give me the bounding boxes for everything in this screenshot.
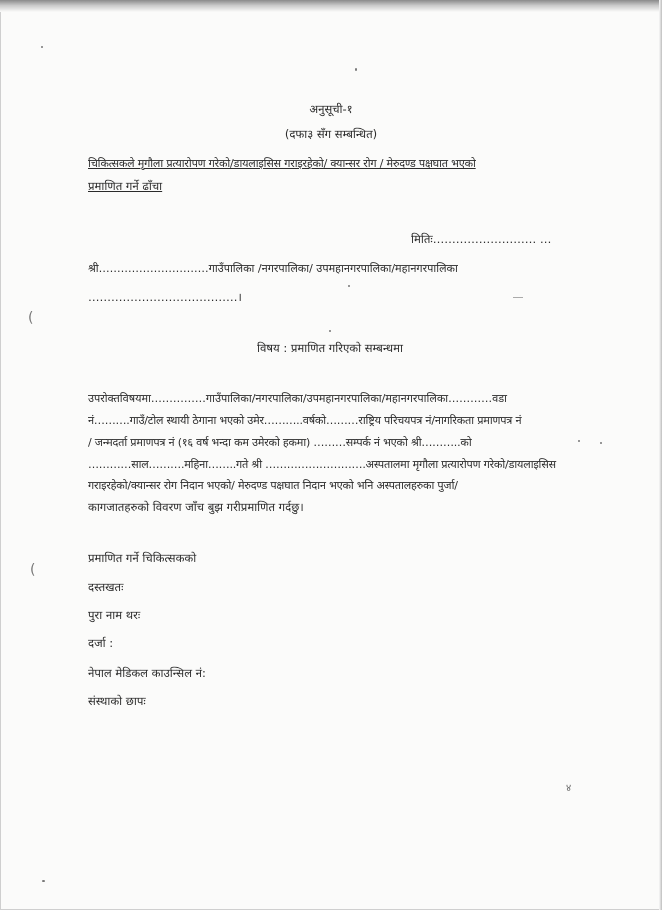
form-title-line-1: चिकित्सकले मृगौला प्रत्यारोपण गरेको/डायलाइसिस गराइरहेको/ क्यान्सर रोग / मेरुदण्ड पक्षघात भएको (88, 157, 476, 170)
margin-mark: ४ (566, 783, 572, 794)
addressee-line-1: श्री…………………………गाउँपालिका /नगरपालिका/ उपमहानगरपालिका/महानगरपालिका (88, 262, 458, 275)
body-line-1: उपरोक्तविषयमा……………गाउँपालिका/नगरपालिका/उपमहानगरपालिका/महानगरपालिका…………वडा (88, 392, 507, 405)
scan-speck (600, 442, 602, 444)
scan-speck (578, 440, 580, 442)
body-line-3: / जन्मदर्ता प्रमाणपत्र नं (१६ वर्ष भन्दा कम उमेरको हकमा) ………सम्पर्क नं भएको श्री………..को (88, 436, 472, 449)
scan-speck (355, 68, 357, 71)
scan-speck (329, 330, 331, 332)
institution-stamp-field: संस्थाको छापः (88, 694, 146, 708)
subject-line: विषय : प्रमाणित गरिएको सम्बन्धमा (257, 341, 403, 355)
hole-punch-mark: ( (28, 310, 34, 326)
designation-field: दर्जा : (88, 636, 114, 650)
body-line-4: …………साल……….महिना……..गते श्री ……………………….अस्पतालमा मृगौला प्रत्यारोपण गरेको/डायलाइसिस (88, 458, 556, 471)
body-line-5: गराइरहेको/क्यान्सर रोग निदान भएको/ मेरुदण्ड पक्षघात निदान भएको भनि अस्पतालहरुका पुर्जा/ (88, 479, 458, 492)
scan-speck (348, 285, 350, 287)
nmc-number-field: नेपाल मेडिकल काउन्सिल नं: (88, 666, 206, 680)
form-title-line-2: प्रमाणित गर्ने ढाँचा (88, 179, 163, 193)
section-reference: (दफा३ सँग सम्बन्धित) (284, 127, 378, 141)
hole-punch-mark: ( (30, 562, 36, 578)
scan-speck (42, 880, 45, 882)
addressee-line-2: …………………………………। (88, 290, 242, 304)
scan-top-shadow (0, 0, 662, 12)
body-line-2: नं……….गाउँ/टोल स्थायी ठेगाना भएको उमेर………..वर्षको………राष्ट्रिय परिचयपत्र नं/नागरिकता प्रमाणपत्र नं (88, 414, 522, 427)
scan-speck (41, 46, 43, 48)
scan-speck (513, 297, 523, 298)
body-line-6: कागजातहरुको विवरण जाँच बुझ गरीप्रमाणित गर्दछु। (88, 500, 304, 514)
schedule-number: अनुसूची-१ (309, 102, 353, 116)
signature-field: दस्तखतः (88, 580, 124, 594)
date-field: मितिः……………………… … (411, 232, 552, 246)
full-name-field: पुरा नाम थरः (88, 608, 141, 622)
certifying-doctor-heading: प्रमाणित गर्ने चिकित्सकको (88, 551, 197, 565)
